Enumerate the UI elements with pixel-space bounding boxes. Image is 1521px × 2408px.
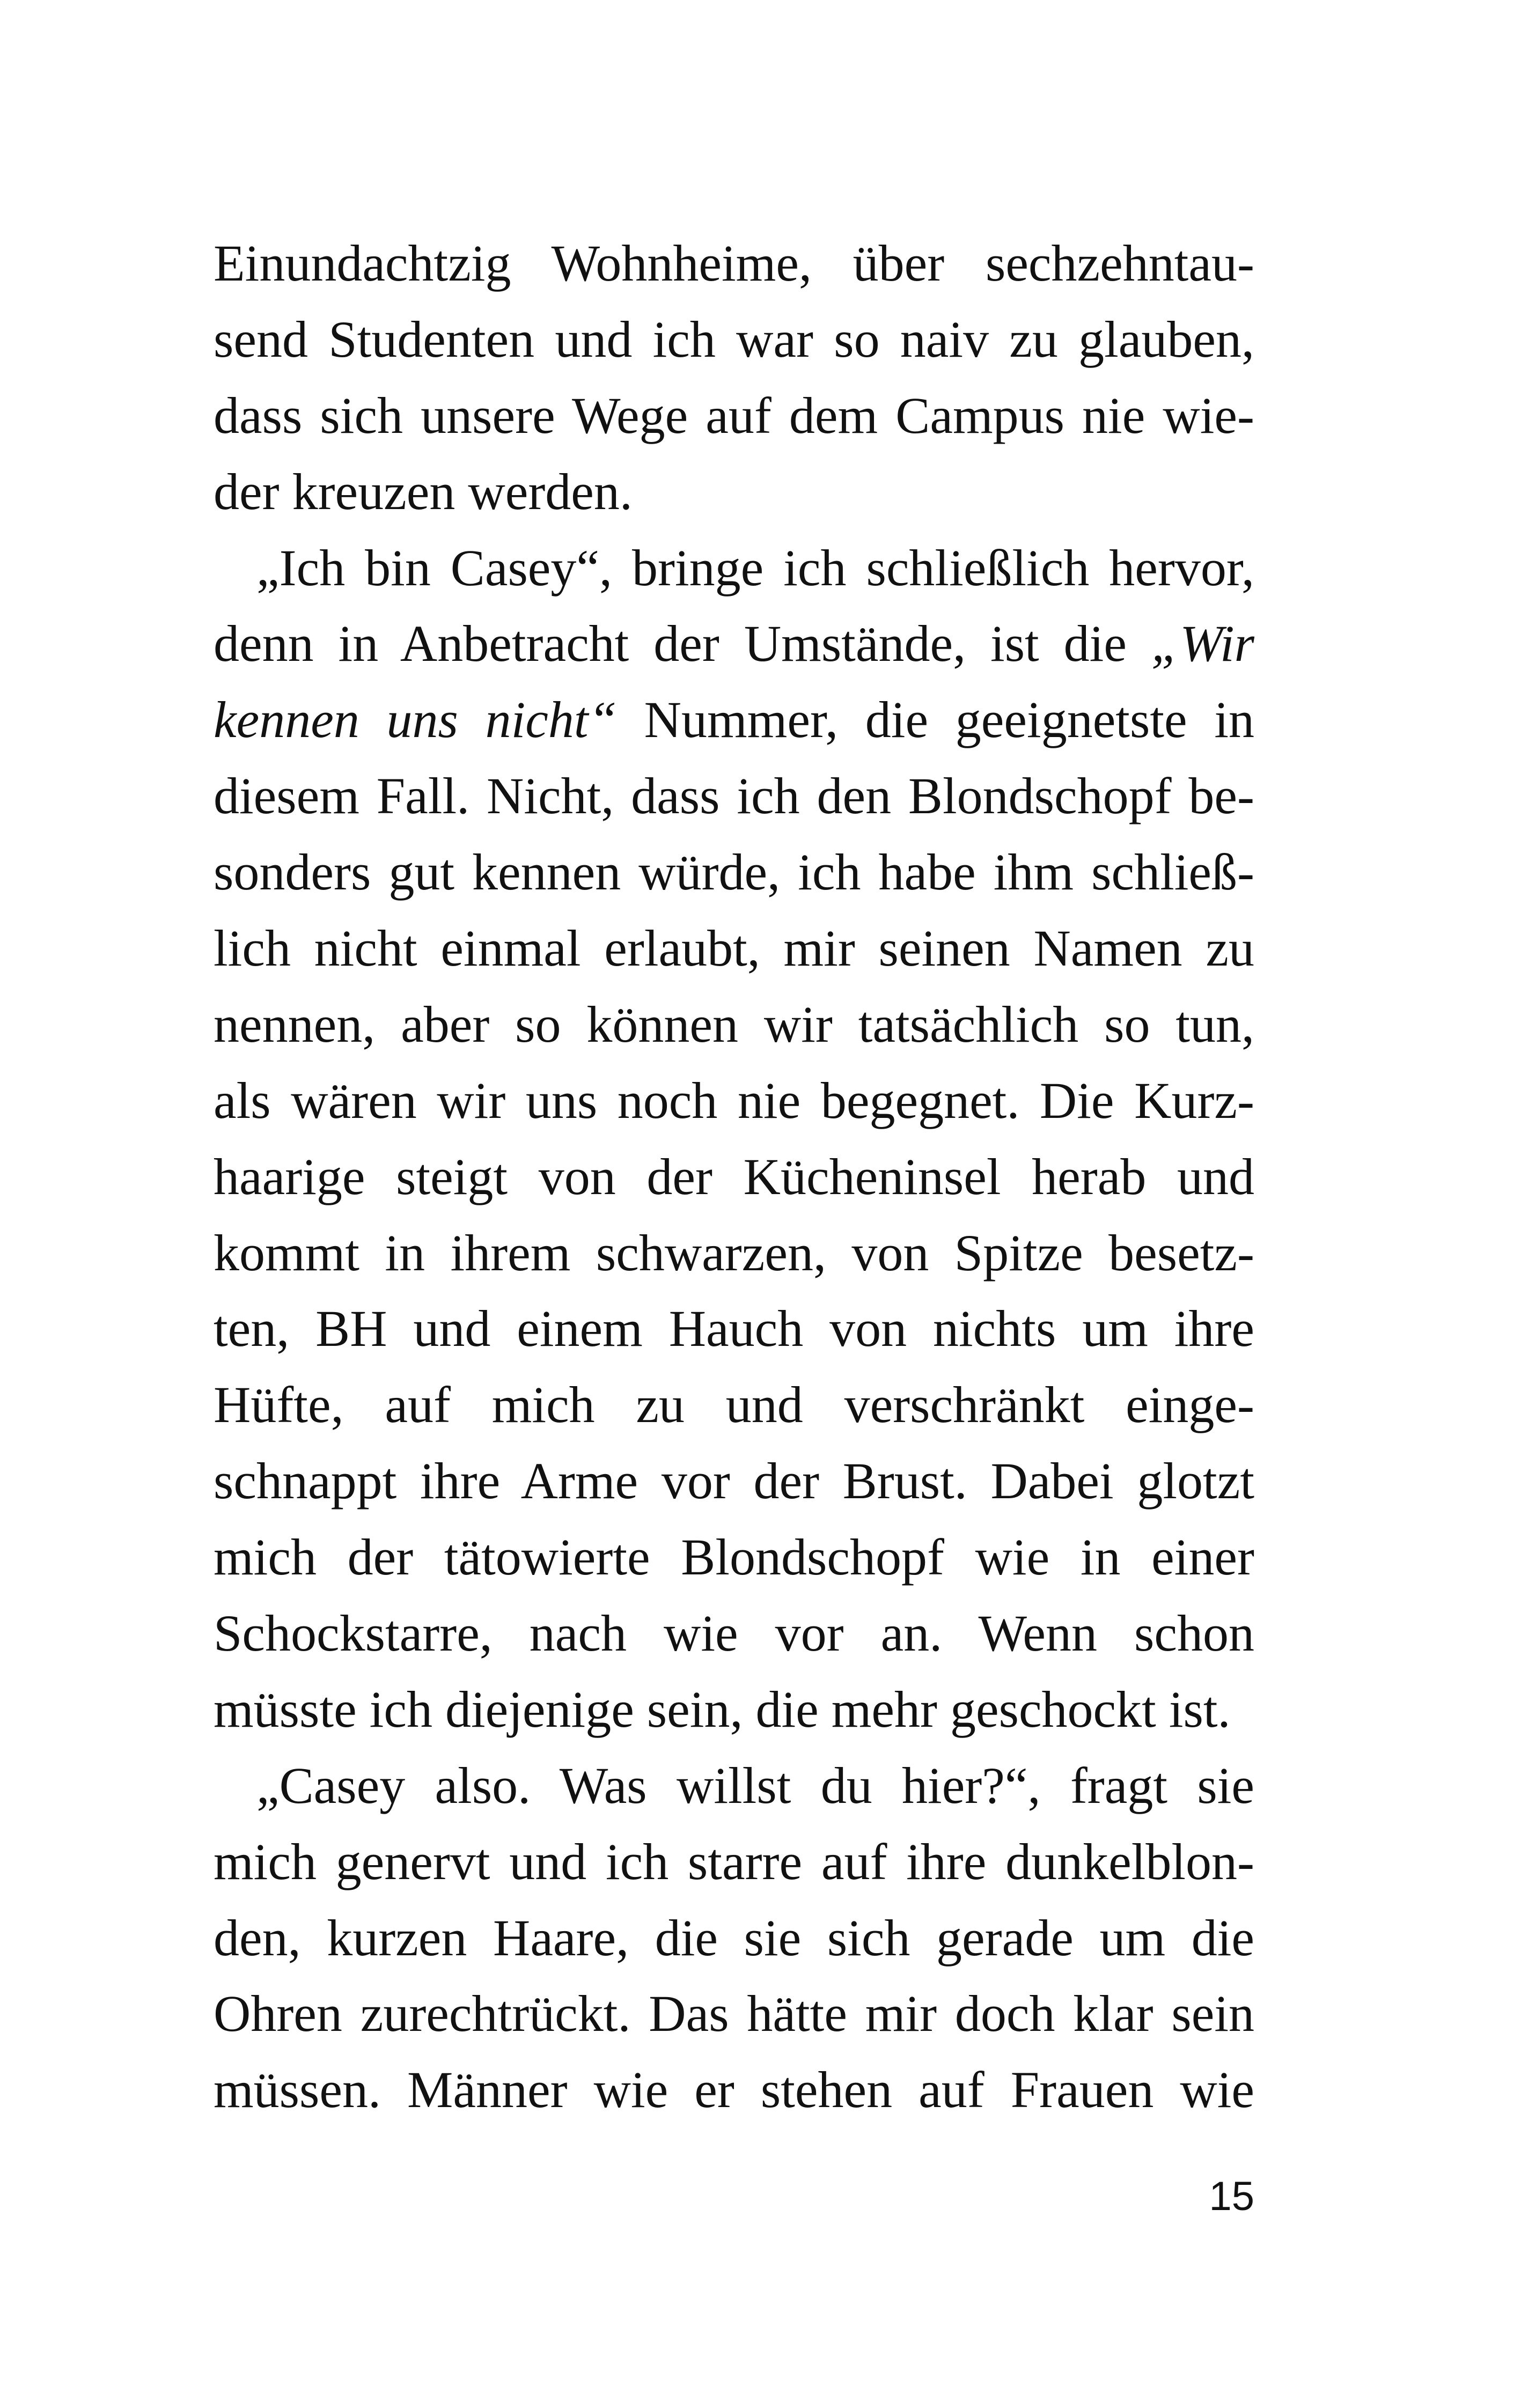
text-run: send Studenten und ich war so naiv zu glauben, [214,310,1254,368]
text-run: Nummer, die geeignetste in [616,691,1255,749]
text-line [214,682,1254,758]
text-line [214,910,1254,986]
text-line [214,606,1254,682]
body-text [214,225,1254,2128]
text-line [214,1671,1254,1748]
text-line [214,530,1254,606]
text-run: „Ich bin Casey“, bringe ich schließlich hervor, [256,539,1254,597]
text-line [214,301,1254,378]
text-line [214,834,1254,910]
text-line [214,1139,1254,1215]
text-run: denn in Anbetracht der Umstände, ist die [214,615,1151,673]
text-run: kommt in ihrem schwarzen, von Spitze besetz- [214,1224,1254,1282]
text-line [214,1976,1254,2052]
text-line [214,454,1254,530]
text-line [214,1291,1254,1367]
text-run: müsste ich diejenige sein, die mehr geschockt ist. [214,1680,1231,1738]
text-line [214,1595,1254,1671]
text-line [214,1900,1254,1976]
text-run: dass sich unsere Wege auf dem Campus nie wie- [214,386,1254,444]
text-line [214,1443,1254,1519]
text-line [214,225,1254,301]
text-line [214,1215,1254,1291]
text-run: Schockstarre, nach wie vor an. Wenn schon [214,1604,1254,1662]
text-run: Einundachtzig Wohnheime, über sechzehntau- [214,234,1254,292]
text-run: „Casey also. Was willst du hier?“, fragt sie [256,1756,1254,1814]
text-line [214,1748,1254,1824]
text-line [214,758,1254,834]
text-line [214,1063,1254,1139]
text-run: der kreuzen werden. [214,462,633,520]
text-line [214,2052,1254,2128]
text-run: haarige steigt von der Kücheninsel herab und [214,1147,1254,1205]
text-run: schnappt ihre Arme vor der Brust. Dabei glotzt [214,1452,1254,1510]
text-run: den, kurzen Haare, die sie sich gerade um die [214,1909,1254,1967]
text-run: mich genervt und ich starre auf ihre dunkelblon- [214,1832,1254,1890]
text-line [214,1519,1254,1595]
text-run: diesem Fall. Nicht, dass ich den Blondschopf be- [214,767,1254,825]
text-run: nennen, aber so können wir tatsächlich so tun, [214,995,1254,1053]
text-run: Ohren zurechtrückt. Das hätte mir doch klar sein [214,1985,1254,2043]
text-line [214,1824,1254,1900]
text-run: lich nicht einmal erlaubt, mir seinen Namen zu [214,919,1254,977]
text-run: Hüfte, auf mich zu und verschränkt einge- [214,1376,1254,1434]
text-run: mich der tätowierte Blondschopf wie in einer [214,1528,1254,1586]
text-line [214,986,1254,1063]
text-run: als wären wir uns noch nie begegnet. Die Kurz- [214,1071,1254,1129]
italic-text-run: „Wir [1151,615,1254,673]
text-line [214,1367,1254,1443]
text-line [214,378,1254,454]
page-number: 15 [1209,2174,1254,2219]
italic-text-run: kennen uns nicht“ [214,691,617,749]
text-run: ten, BH und einem Hauch von nichts um ihre [214,1300,1254,1358]
text-run: sonders gut kennen würde, ich habe ihm schließ- [214,843,1254,901]
text-run: müssen. Männer wie er stehen auf Frauen wie [214,2061,1254,2119]
